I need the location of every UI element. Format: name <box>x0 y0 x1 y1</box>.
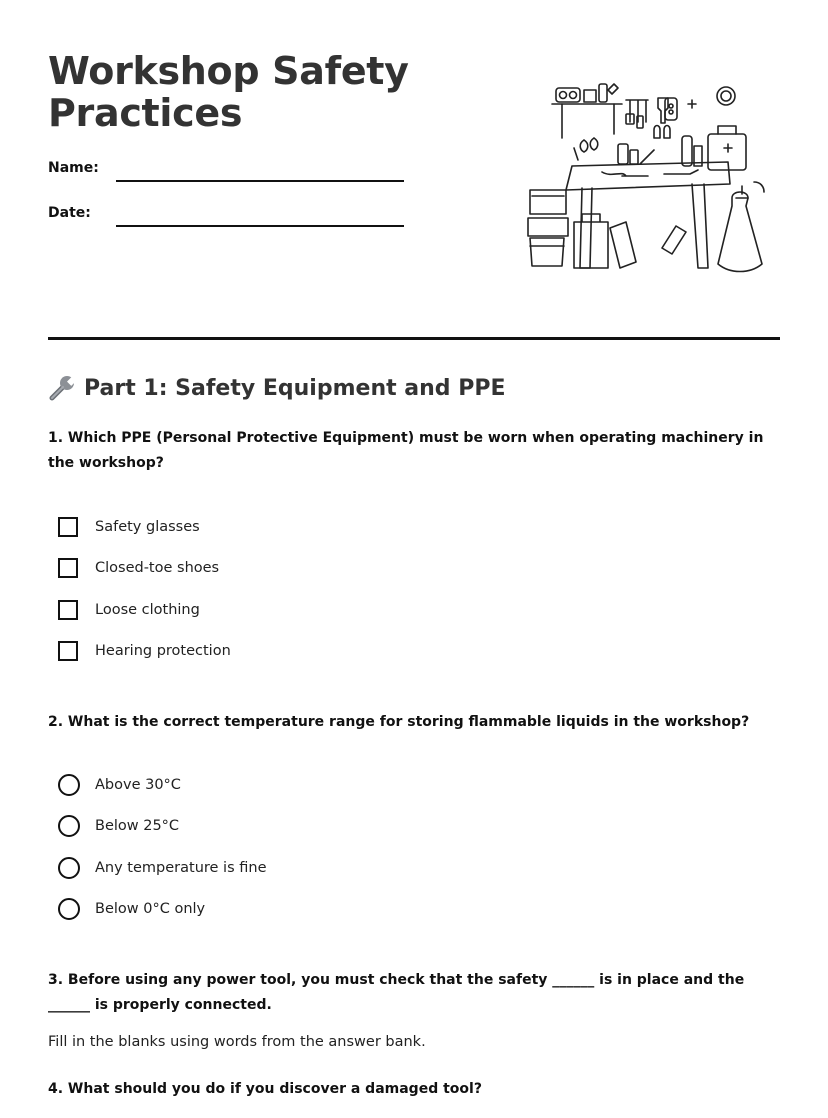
question-2: 2. What is the correct temperature range for storing flammable liquids in the workshop? <box>48 714 750 730</box>
option-label: Below 0°C only <box>95 901 206 918</box>
option-label: Below 25°C <box>95 818 180 835</box>
radio-button[interactable] <box>58 898 80 920</box>
q2-option-above-30[interactable] <box>58 764 267 806</box>
radio-button[interactable] <box>58 857 80 879</box>
question-3: 3. Before using any power tool, you must check that the safety ______ is in place and the ______ is properly connected. <box>48 972 745 1013</box>
q1-option-loose-clothing[interactable] <box>58 589 231 631</box>
option-label: Any temperature is fine <box>95 859 267 876</box>
question-1: 1. Which PPE (Personal Protective Equipment) must be worn when operating machinery in the workshop? <box>48 430 764 471</box>
section-1-title <box>48 374 505 402</box>
question-2-options <box>58 764 267 930</box>
name-blank-line[interactable] <box>116 180 404 182</box>
checkbox[interactable] <box>58 558 78 578</box>
section-divider <box>48 337 780 340</box>
question-3-instruction: Fill in the blanks using words from the answer bank. <box>48 1034 426 1050</box>
option-label: Safety glasses <box>95 518 200 535</box>
checkbox[interactable] <box>58 641 78 661</box>
worksheet-title: Workshop Safety Practices <box>48 49 409 135</box>
q1-option-hearing-protection[interactable] <box>58 631 231 673</box>
section-1-title-text: Part 1: Safety Equipment and PPE <box>84 375 506 401</box>
q1-option-closed-toe-shoes[interactable] <box>58 548 231 590</box>
question-4: 4. What should you do if you discover a damaged tool? <box>48 1081 482 1097</box>
date-label: Date: <box>48 205 91 221</box>
radio-button[interactable] <box>58 774 80 796</box>
q2-option-below-0[interactable] <box>58 889 267 931</box>
q1-option-safety-glasses[interactable] <box>58 506 231 548</box>
checkbox[interactable] <box>58 600 78 620</box>
name-label: Name: <box>48 160 99 176</box>
name-field <box>48 160 99 176</box>
option-label: Hearing protection <box>95 643 231 660</box>
q2-option-below-25[interactable] <box>58 806 267 848</box>
option-label: Closed-toe shoes <box>95 560 220 577</box>
option-label: Above 30°C <box>95 776 181 793</box>
date-blank-line[interactable] <box>116 225 404 227</box>
checkbox[interactable] <box>58 517 78 537</box>
q2-option-any-temperature[interactable] <box>58 847 267 889</box>
workbench-illustration <box>522 78 770 288</box>
option-label: Loose clothing <box>95 601 200 618</box>
radio-button[interactable] <box>58 815 80 837</box>
date-field <box>48 205 91 221</box>
wrench-icon <box>48 374 76 402</box>
question-1-options <box>58 506 231 672</box>
